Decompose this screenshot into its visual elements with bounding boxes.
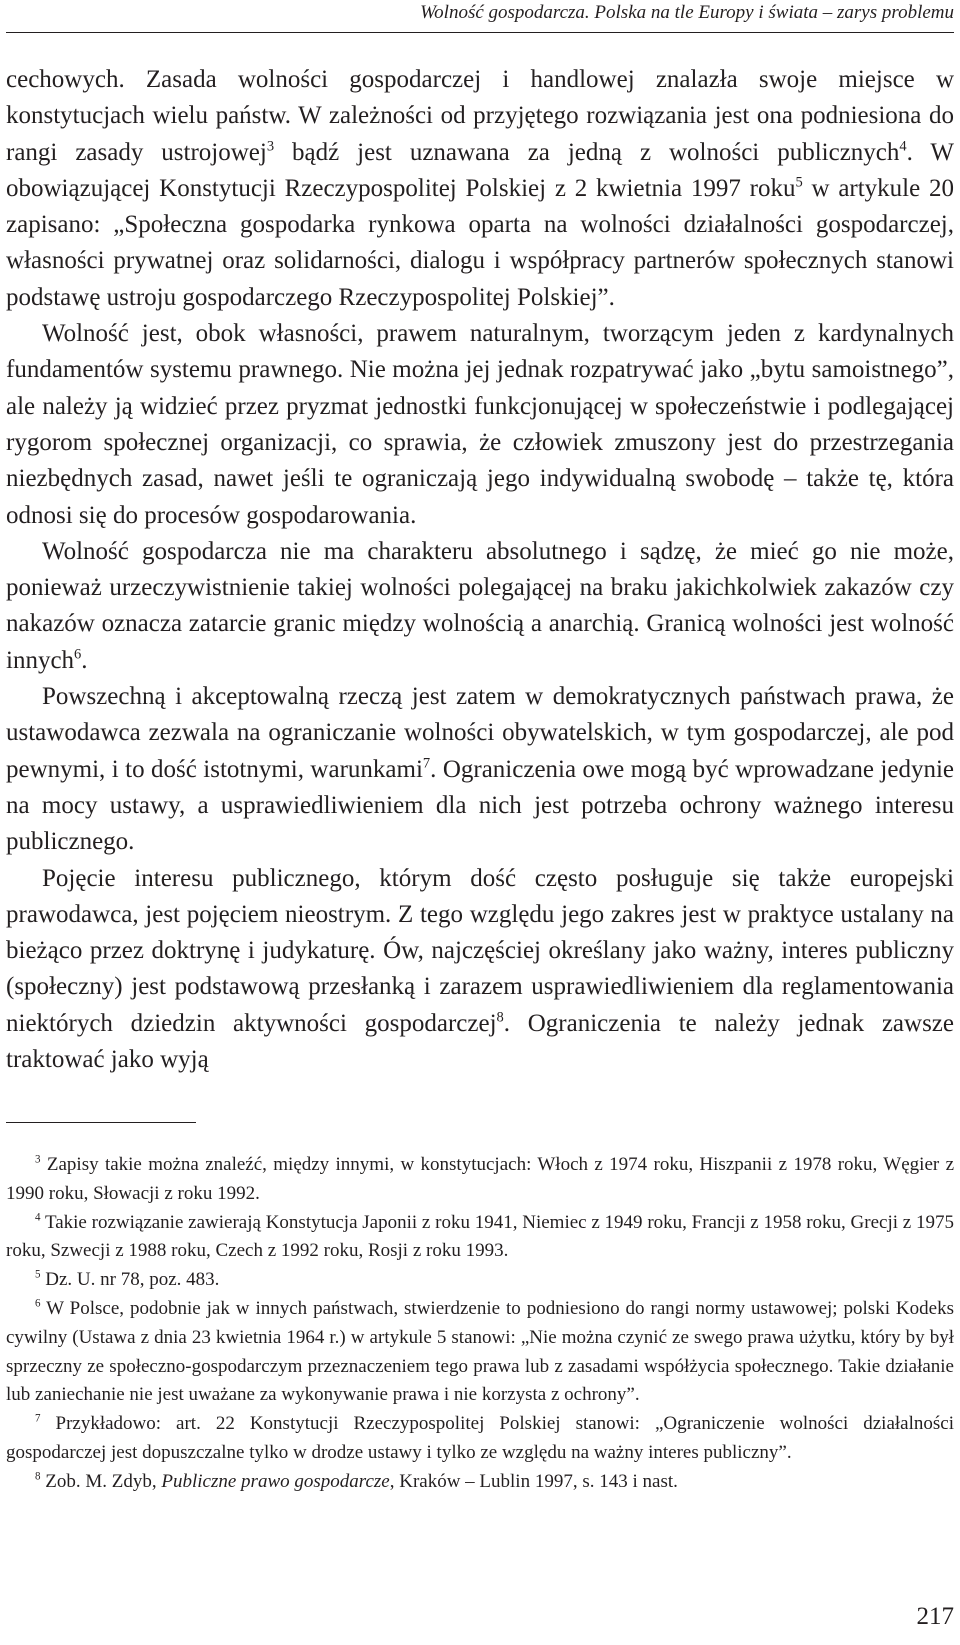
footnote-8 [6, 1468, 954, 1497]
footnote-number: 4 [35, 1211, 41, 1224]
footnote-text: Zapisy takie można znaleźć, między innymi, w konstytucjach: Włoch z 1974 roku, Hiszpanii z 1978 roku, Węgier z 1990 roku, Słowacji z roku 1992. [6, 1154, 955, 1204]
page-number: 217 [916, 1603, 954, 1630]
paragraph-1-text-d: w artykule 20 zapisano: „Społeczna gospodarka rynkowa oparta na wolności działalności gospodarczej, własności prywatnej oraz solidarności, dialogu i współpracy partnerów społecznych stanowi podstawę ustroju gospodarczego Rzeczypospolitej Polskiej”. [6, 174, 955, 311]
paragraph-1-text-b: bądź jest uznawana za jedną z wolności publicznych [274, 138, 900, 166]
paragraph-1-text-a: cechowych. Zasada wolności gospodarczej i handlowej znalazła swoje miejsce w konstytucjach wielu państw. W zależności od przyjętego rozwiązania jest ona podniesiona do rangi zasady ustrojowej [6, 66, 954, 166]
footnote-text-after: , Kraków – Lublin 1997, s. 143 i nast. [389, 1470, 678, 1492]
cited-book-title: Publiczne prawo gospodarcze [161, 1470, 390, 1492]
footnote-5 [6, 1266, 954, 1295]
footnote-text: Dz. U. nr 78, poz. 483. [45, 1269, 220, 1291]
paragraph-2 [6, 316, 954, 534]
footnote-number: 5 [35, 1268, 41, 1281]
paragraph-1-text-c: . W obowiązującej Konstytucji Rzeczypospolitej Polskiej z 2 kwietnia 1997 roku [6, 138, 954, 202]
paragraph-5-text-b: . Ograniczenia te należy jednak zawsze traktować jako wyją [6, 1009, 954, 1074]
footnote-ref-8: 8 [496, 1009, 504, 1026]
main-text [6, 62, 954, 1078]
paragraph-3-text-b: . [81, 646, 88, 674]
footnote-3 [6, 1151, 954, 1209]
paragraph-5-text-a: Pojęcie interesu publicznego, którym dość często posługuje się także europejski prawodawca, jest pojęciem nieostrym. Z tego względu jego zakres jest w praktyce ustalany na bieżąco przez doktrynę i judykaturę. Ów, najczęściej określany jako ważny, interes publiczny (społeczny) jest podstawową przesłanką i zarazem usprawiedliwieniem dla reglamentowania niektórych dziedzin aktywności gospodarczej [6, 864, 954, 1037]
paragraph-3 [6, 534, 954, 679]
footnote-text-before: Zob. M. Zdyb, [45, 1470, 162, 1492]
paragraph-1 [6, 62, 954, 316]
footnote-separator [6, 1122, 196, 1123]
footnote-number: 8 [35, 1470, 41, 1483]
footnote-6 [6, 1295, 954, 1410]
paragraph-2-text: Wolność jest, obok własności, prawem naturalnym, tworzącym jeden z kardynalnych fundamentów systemu prawnego. Nie można jej jednak rozpatrywać jako „bytu samoistnego”, ale należy ją widzieć przez pryzmat jednostki funkcjonującej w społeczeństwie i podlegającej rygorom społecznej organizacji, co sprawia, że człowiek zmuszony jest do przestrzegania niezbędnych zasad, nawet jeśli te ograniczają jego indywidualną swobodę – także tę, która odnosi się do procesów gospodarowania. [6, 320, 954, 529]
footnotes [6, 1151, 954, 1497]
running-header: Wolność gospodarcza. Polska na tle Europy i świata – zarys problemu [420, 2, 954, 23]
footnote-ref-6: 6 [74, 646, 82, 663]
footnote-ref-7: 7 [422, 755, 431, 772]
paragraph-5 [6, 861, 954, 1079]
paragraph-4-text-b: . Ograniczenia owe mogą być wprowadzane jedynie na mocy ustawy, a usprawiedliwieniem dla nich jest potrzeba ochrony ważnego interesu publicznego. [6, 755, 954, 856]
footnote-4 [6, 1209, 954, 1267]
footnote-ref-4: 4 [899, 138, 907, 155]
footnote-ref-5: 5 [795, 174, 803, 191]
paragraph-4-text-a: Powszechną i akceptowalną rzeczą jest zatem w demokratycznych państwach prawa, że ustawodawca zezwala na ograniczanie wolności obywatelskich, w tym gospodarczej, ale pod pewnymi, i to dość istotnymi, warunkami [6, 683, 954, 783]
footnote-7 [6, 1410, 954, 1468]
footnote-number: 6 [35, 1297, 41, 1310]
paragraph-4 [6, 679, 954, 860]
footnote-text: Przykładowo: art. 22 Konstytucji Rzeczypospolitej Polskiej stanowi: „Ograniczenie wolności działalności gospodarczej jest dopuszczalne tylko w drodze ustawy i tylko ze względu na ważny interes publiczny”. [6, 1413, 954, 1463]
footnote-text: Takie rozwiązanie zawierają Konstytucja Japonii z roku 1941, Niemiec z 1949 roku, Francji z 1958 roku, Grecji z 1975 roku, Szwecji z 1988 roku, Czech z 1992 roku, Rosji z roku 1993. [6, 1211, 954, 1262]
footnote-text: W Polsce, podobnie jak w innych państwach, stwierdzenie to podniesiono do rangi normy ustawowej; polski Kodeks cywilny (Ustawa z dnia 23 kwietnia 1964 r.) w artykule 5 stanowi: „Nie można czynić ze swego prawa użytku, który by był sprzeczny ze społeczno-gospodarczym przeznaczeniem tego prawa lub z zasadami współżycia społecznego. Takie działanie lub zaniechanie nie jest uważane za wykonywanie prawa i nie korzysta z ochrony”. [6, 1297, 954, 1406]
footnote-number: 3 [35, 1153, 41, 1166]
header-rule [6, 32, 954, 33]
paragraph-3-text-a: Wolność gospodarcza nie ma charakteru absolutnego i sądzę, że mieć go nie może, ponieważ urzeczywistnienie takiej wolności polegającej na braku jakichkolwiek zakazów czy nakazów oznacza zatarcie granic między wolnością a anarchią. Granicą wolności jest wolność innych [6, 537, 954, 674]
footnote-ref-3: 3 [266, 138, 275, 155]
footnote-number: 7 [35, 1412, 41, 1425]
